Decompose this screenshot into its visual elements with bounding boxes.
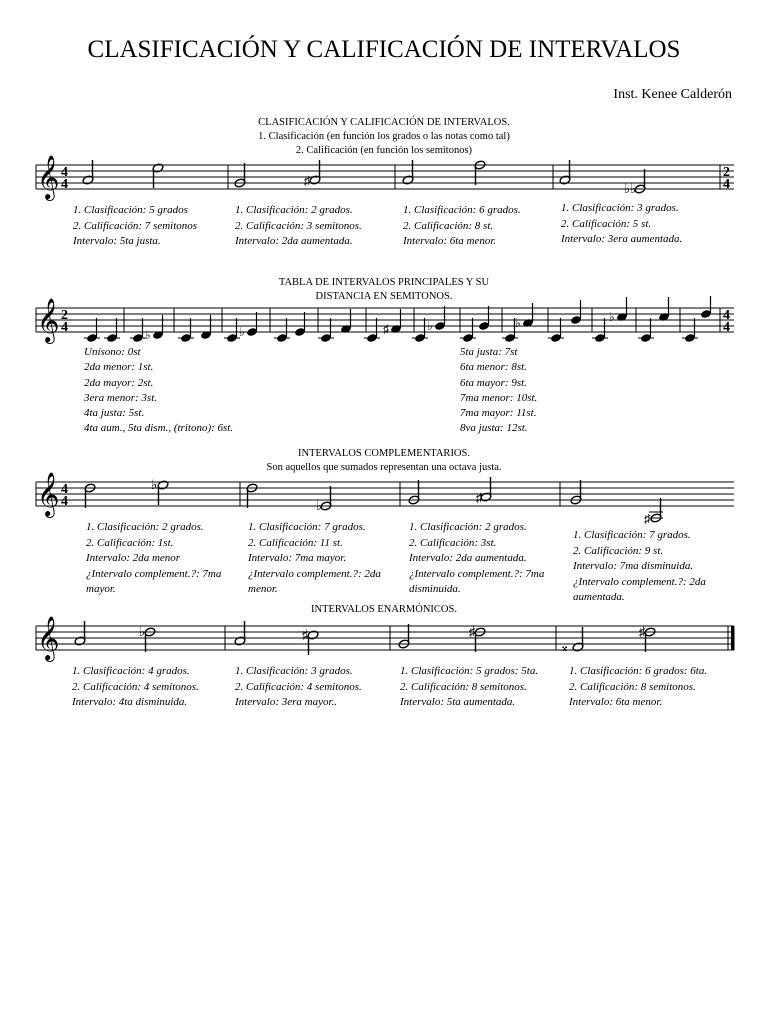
caption-4-1: 1. Clasificación: 4 grados. 2. Calificación: 4 semitonos. Intervalo: 4ta disminuida.	[72, 665, 199, 708]
caption-4-4: 1. Clasificación: 6 grados: 6ta. 2. Calificación: 8 semitonos. Intervalo: 6ta menor.	[569, 665, 708, 708]
caption-3-4: 1. Clasificación: 7 grados. 2. Calificación: 9 st. Intervalo: 7ma disminuida. ¿Intervalo complement.?: 2da aumentada.	[573, 529, 706, 603]
flat-icon: ♭	[609, 310, 615, 324]
sharp-icon: ♯	[302, 627, 309, 642]
time-signature-top: 4	[61, 482, 68, 497]
staff-2-notes	[84, 296, 712, 343]
caption-3-1: 1. Clasificación: 2 grados. 2. Calificación: 1st. Intervalo: 2da menor ¿Intervalo complement.?: 7ma mayor.	[86, 521, 222, 595]
time-signature-end-bottom: 4	[723, 320, 730, 335]
staff-4	[0, 612, 768, 668]
flat-icon: ♭	[316, 498, 323, 513]
caption-4-3: 1. Clasificación: 5 grados: 5ta. 2. Calificación: 8 semitonos. Intervalo: 5ta aumentada.	[400, 665, 539, 708]
staff-3	[0, 466, 768, 526]
sharp-icon: ♯	[644, 511, 651, 526]
sharp-icon: ♯	[383, 322, 389, 336]
sharp-icon: ♯	[639, 624, 646, 639]
caption-1-2: 1. Clasificación: 2 grados. 2. Calificación: 3 semitonos. Intervalo: 2da aumentada.	[235, 204, 362, 247]
time-signature-end-top: 2	[723, 165, 730, 180]
page-title: CLASIFICACIÓN Y CALIFICACIÓN DE INTERVALOS	[87, 36, 681, 63]
caption-3-2: 1. Clasificación: 7 grados. 2. Calificación: 11 st. Intervalo: 7ma mayor. ¿Intervalo complement.?: 2da menor.	[248, 521, 381, 595]
caption-4-2: 1. Clasificación: 3 grados. 2. Calificación: 4 semitonos. Intervalo: 3era mayor..	[235, 665, 362, 708]
sharp-icon: ♯	[476, 490, 483, 505]
treble-clef-icon: 𝄞	[37, 616, 60, 660]
section3-subtitle: Son aquellos que sumados representan una octava justa.	[266, 462, 502, 473]
flat-icon: ♭	[427, 319, 433, 333]
flat-icon: ♭	[515, 316, 521, 330]
time-signature-end-top: 4	[723, 308, 730, 323]
section3-title: INTERVALOS COMPLEMENTARIOS.	[298, 448, 470, 459]
section1-line2: 2. Calificación (en función los semitonos)	[295, 145, 473, 156]
treble-clef-icon: 𝄞	[37, 472, 60, 516]
flat-icon: ♭	[239, 325, 245, 339]
caption-1-1: 1. Clasificación: 5 grados 2. Calificación: 7 semitonos Intervalo: 5ta justa.	[73, 204, 198, 247]
caption-1-4: 1. Clasificación: 3 grados. 2. Calificación: 5 st. Intervalo: 3era aumentada.	[561, 202, 683, 245]
interval-list-right: 5ta justa: 7st 6ta menor: 8st. 6ta mayor: 9st. 7ma menor: 10st. 7ma mayor: 11st. 8va justa: 12st.	[460, 346, 538, 435]
caption-1-3: 1. Clasificación: 6 grados. 2. Calificación: 8 st. Intervalo: 6ta menor.	[403, 204, 521, 247]
caption-3-3: 1. Clasificación: 2 grados. 2. Calificación: 3st. Intervalo: 2da aumentada. ¿Intervalo complement.?: 7ma disminuida.	[409, 521, 545, 595]
flat-icon: ♭	[151, 477, 158, 492]
time-signature-bottom: 4	[61, 494, 68, 509]
final-barline	[731, 626, 735, 650]
section2-title: TABLA DE INTERVALOS PRINCIPALES Y SU	[278, 277, 490, 288]
section1-line1: 1. Clasificación (en función los grados o las notas como tal)	[258, 131, 510, 142]
double-flat-icon: ♭♭	[624, 181, 637, 196]
sharp-icon: ♯	[469, 624, 476, 639]
time-signature-top: 2	[61, 308, 68, 323]
time-signature-bottom: 4	[61, 177, 68, 192]
interval-list-left: Unísono: 0st 2da menor: 1st. 2da mayor: 2st. 3era menor: 3st. 4ta justa: 5st. 4ta aum., 5ta dism., (tritono): 6st.	[84, 346, 234, 435]
treble-clef-icon: 𝄞	[37, 155, 60, 199]
time-signature-end-bottom: 4	[723, 177, 730, 192]
flat-icon: ♭	[139, 624, 146, 639]
staff-1	[0, 150, 768, 206]
time-signature-top: 4	[61, 165, 68, 180]
treble-clef-icon: 𝄞	[37, 298, 60, 342]
sharp-icon: ♯	[304, 173, 311, 188]
double-sharp-icon: 𝄪	[562, 640, 568, 654]
section4-title: INTERVALOS ENARMÓNICOS.	[311, 604, 457, 615]
author-name: Inst. Kenee Calderón	[613, 87, 732, 102]
staff-2	[0, 296, 768, 348]
section2-title-line2: DISTANCIA EN SEMITONOS.	[315, 291, 453, 302]
flat-icon: ♭	[145, 328, 151, 342]
section1-title: CLASIFICACIÓN Y CALIFICACIÓN DE INTERVALOS.	[258, 117, 510, 128]
time-signature-bottom: 4	[61, 320, 68, 335]
